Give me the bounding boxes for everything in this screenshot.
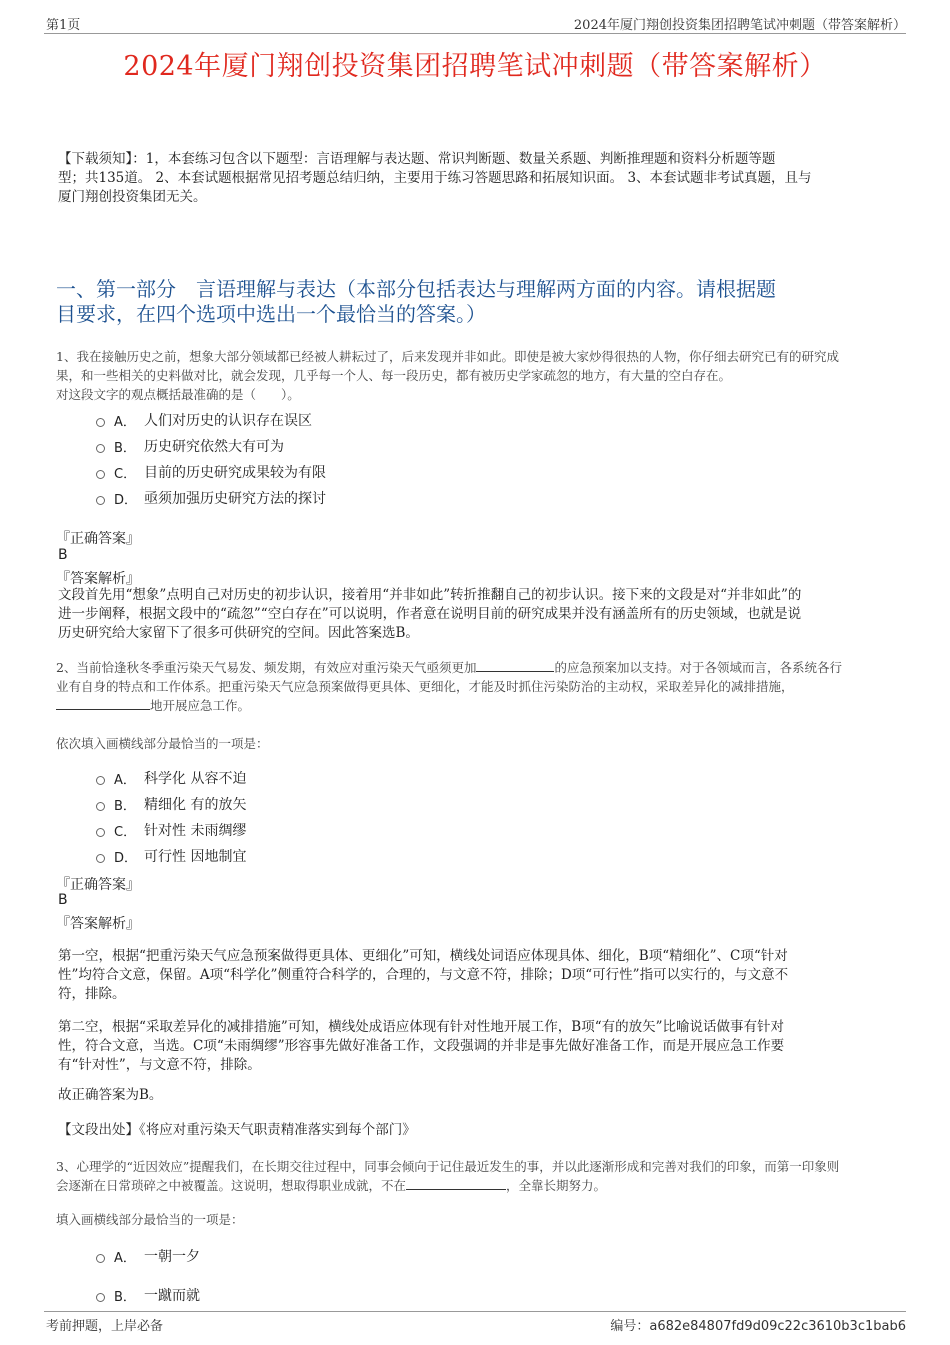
analysis-line: 第二空，根据“采取差异化的减排措施”可知，横线处成语应体现有针对性地开展工作，B项“有的放矢”比喻说话做事有针对 — [58, 1019, 785, 1035]
analysis-line: 文段首先用“想象”点明自己对历史的初步认识，接着用“并非如此”转折推翻自己的初步认识。接下来的文段是对“并非如此”的 — [58, 587, 802, 603]
q1-answer: B — [58, 547, 68, 563]
q1-option-b[interactable] — [96, 436, 284, 456]
question-2-stem — [56, 658, 906, 715]
code-value: a682e84807fd9d09c22c3610b3c1bab6 — [649, 1319, 906, 1334]
footer-rule — [44, 1311, 906, 1312]
q3-prompt: 填入画横线部分最恰当的一项是： — [56, 1212, 244, 1227]
option-text: 一蹴而就 — [144, 1288, 200, 1304]
stem-text: 地开展应急工作。 — [150, 698, 251, 713]
answer-blank — [406, 1177, 506, 1190]
section-heading-line: 一、第一部分 言语理解与表达（本部分包括表达与理解两方面的内容。请根据题 — [56, 277, 776, 301]
q1-option-c[interactable] — [96, 462, 326, 482]
option-text: 可行性 因地制宜 — [144, 849, 247, 865]
section-heading-line: 目要求，在四个选项中选出一个最恰当的答案。） — [56, 302, 486, 326]
option-text: 精细化 有的放矢 — [144, 797, 247, 813]
q2-prompt: 依次填入画横线部分最恰当的一项是： — [56, 736, 269, 751]
q3-option-a[interactable] — [96, 1246, 200, 1266]
analysis-line: 有“针对性”，与文意不符，排除。 — [58, 1057, 261, 1073]
radio-icon[interactable] — [96, 496, 105, 505]
option-text: 针对性 未雨绸缪 — [144, 823, 247, 839]
option-letter: D． — [114, 492, 138, 508]
analysis-line: 进一步阐释，根据文段中的“疏忽”“空白存在”可以说明，作者意在说明目前的研究成果并没有涵盖所有的历史领域，也就是说 — [58, 606, 802, 622]
q2-analysis-paragraph-1 — [58, 947, 908, 1004]
q1-correct-label: 『正确答案』 — [56, 531, 140, 547]
analysis-line: 性，符合文意，当选。C项“未雨绸缪”形容事先做好准备工作，文段强调的并非是事先做好准备工作，而是开展应急工作要 — [58, 1038, 785, 1054]
option-letter: B． — [114, 440, 136, 456]
page-number: 第1页 — [46, 18, 81, 33]
option-letter: A． — [114, 772, 136, 788]
stem-text: 会逐渐在日常琐碎之中被覆盖。这说明，想取得职业成就，不在 — [56, 1178, 407, 1193]
question-3-stem — [56, 1157, 906, 1195]
q2-option-a[interactable] — [96, 768, 246, 788]
code-label: 编号： — [610, 1319, 650, 1334]
radio-icon[interactable] — [96, 418, 105, 427]
analysis-line: 符，排除。 — [58, 986, 126, 1002]
stem-line: 业有自身的特点和工作体系。把重污染天气应急预案做得更具体、更细化，才能及时抓住污染防治的主动权，采取差异化的减排措施， — [56, 679, 794, 694]
option-text: 科学化 从容不迫 — [144, 771, 247, 787]
notice-line: 【下载须知】：1，本套练习包含以下题型：言语理解与表达题、常识判断题、数量关系题、判断推理题和资料分析题等题 — [58, 151, 776, 167]
stem-line: 1、我在接触历史之前，想象大部分领域都已经被人耕耘过了，后来发现并非如此。即使是被大家炒得很热的人物，你仔细去研究已有的研究成 — [56, 349, 839, 364]
analysis-line: 第一空，根据“把重污染天气应急预案做得更具体、更细化”可知，横线处词语应体现具体、细化，B项“精细化”、C项“针对 — [58, 948, 788, 964]
section-heading — [56, 277, 906, 327]
stem-line: 对这段文字的观点概括最准确的是（ ）。 — [56, 387, 300, 402]
q1-option-a[interactable] — [96, 410, 312, 430]
download-notice — [58, 150, 908, 207]
document-title: 2024年厦门翔创投资集团招聘笔试冲刺题（带答案解析） — [123, 51, 827, 82]
q2-analysis-paragraph-2 — [58, 1018, 908, 1075]
option-letter: B． — [114, 798, 136, 814]
stem-text: 的应急预案加以支持。对于各领域而言，各系统各行 — [554, 660, 842, 675]
q2-option-d[interactable] — [96, 846, 246, 866]
option-text: 人们对历史的认识存在误区 — [144, 413, 312, 429]
question-1-stem — [56, 347, 906, 404]
q1-option-d[interactable] — [96, 488, 326, 508]
radio-icon[interactable] — [96, 444, 105, 453]
answer-blank — [476, 659, 554, 672]
option-letter: C． — [114, 466, 137, 482]
analysis-line: 历史研究给大家留下了很多可供研究的空间。因此答案选B。 — [58, 625, 419, 641]
radio-icon[interactable] — [96, 1254, 105, 1263]
radio-icon[interactable] — [96, 854, 105, 863]
q2-correct-label: 『正确答案』 — [56, 877, 140, 893]
stem-line — [56, 696, 906, 715]
radio-icon[interactable] — [96, 470, 105, 479]
option-text: 目前的历史研究成果较为有限 — [144, 465, 326, 481]
q2-analysis-label: 『答案解析』 — [56, 916, 140, 932]
q2-conclusion: 故正确答案为B。 — [58, 1087, 163, 1103]
q3-option-b[interactable] — [96, 1285, 200, 1305]
q1-analysis — [58, 586, 908, 643]
analysis-line: 性”均符合文意，保留。A项“科学化”侧重符合科学的，合理的，与文意不符，排除；D项“可行性”指可以实行的，与文意不 — [58, 967, 789, 983]
notice-line: 型；共135道。 2、本套试题根据常见招考题总结归纳，主要用于练习答题思路和拓展知识面。 3、本套试题非考试真题，且与 — [58, 170, 812, 186]
option-text: 历史研究依然大有可为 — [144, 439, 284, 455]
q2-option-b[interactable] — [96, 794, 246, 814]
option-text: 一朝一夕 — [144, 1249, 200, 1265]
q2-answer: B — [58, 892, 68, 908]
stem-line: 果，和一些相关的史料做对比，就会发现，几乎每一个人、每一段历史，都有被历史学家疏忽的地方，有大量的空白存在。 — [56, 368, 732, 383]
radio-icon[interactable] — [96, 1293, 105, 1302]
radio-icon[interactable] — [96, 776, 105, 785]
stem-line — [56, 658, 906, 677]
answer-blank — [56, 697, 150, 710]
option-letter: C． — [114, 824, 137, 840]
stem-text: 2、当前恰逢秋冬季重污染天气易发、频发期，有效应对重污染天气亟须更加 — [56, 660, 477, 675]
footer-slogan: 考前押题，上岸必备 — [46, 1319, 164, 1334]
q2-source: 【文段出处】《将应对重污染天气职责精准落实到每个部门》 — [58, 1122, 416, 1138]
stem-text: ，全靠长期努力。 — [506, 1178, 607, 1193]
notice-line: 厦门翔创投资集团无关。 — [58, 189, 207, 205]
stem-line — [56, 1176, 906, 1195]
option-letter: A． — [114, 1250, 136, 1266]
radio-icon[interactable] — [96, 802, 105, 811]
header-rule — [44, 33, 906, 34]
radio-icon[interactable] — [96, 828, 105, 837]
stem-line: 3、心理学的“近因效应”提醒我们，在长期交往过程中，同事会倾向于记住最近发生的事，并以此逐渐形成和完善对我们的印象，而第一印象则 — [56, 1159, 840, 1174]
option-letter: A． — [114, 414, 136, 430]
option-letter: B． — [114, 1289, 136, 1305]
q2-option-c[interactable] — [96, 820, 246, 840]
option-letter: D． — [114, 850, 138, 866]
footer-code — [610, 1315, 906, 1334]
running-title: 2024年厦门翔创投资集团招聘笔试冲刺题（带答案解析） — [573, 18, 906, 33]
option-text: 亟须加强历史研究方法的探讨 — [144, 491, 326, 507]
q1-analysis-label: 『答案解析』 — [56, 571, 140, 587]
